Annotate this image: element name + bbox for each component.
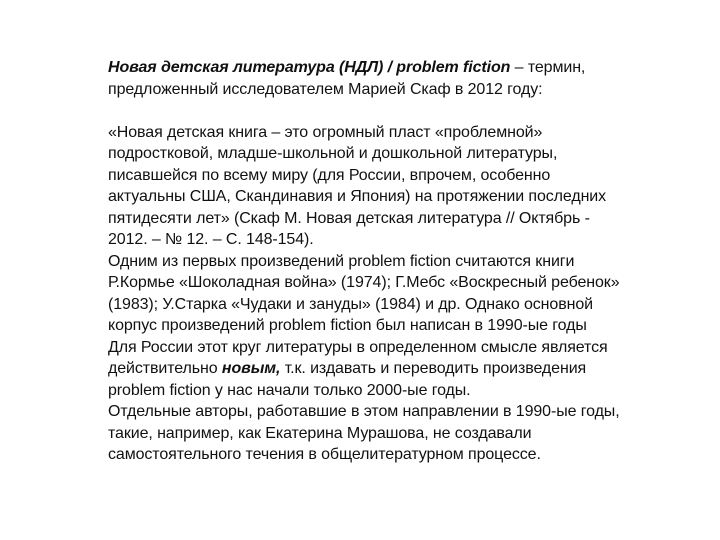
- term-definition: Новая детская литература (НДЛ) / problem fiction: [108, 59, 511, 76]
- russia-line-1: Для России этот круг литературы в определенном смысле является: [108, 338, 608, 356]
- works-line: Одним из первых произведений problem fiction считаются книги: [108, 252, 575, 270]
- authors-line: самостоятельного течения в общелитературном процессе.: [108, 446, 541, 463]
- emphasis-new: новым,: [221, 360, 281, 377]
- works-line: Р.Кормье «Шоколадная война» (1974); Г.Мебс «Воскресный ребенок»: [108, 274, 620, 291]
- quote-line: пятидесяти лет» (Скаф М. Новая детская литература // Октябрь -: [108, 209, 590, 227]
- russia-line-2: [108, 358, 708, 380]
- quote-line: «Новая детская книга – это огромный пласт «проблемной»: [108, 123, 543, 141]
- intro-line-1: [108, 57, 708, 79]
- russia-line-2-pre: действительно: [108, 360, 222, 377]
- russia-line-3: problem fiction у нас начали только 2000-ые годы.: [108, 381, 471, 399]
- quote-line: 2012. – № 12. – С. 148-154).: [108, 231, 314, 248]
- quote-line: актуальны США, Скандинавия и Япония) на протяжении последних: [108, 188, 607, 205]
- intro-line-2: предложенный исследователем Марией Скаф в 2012 году:: [108, 80, 543, 98]
- works-line: корпус произведений problem fiction был написан в 1990-ые годы: [108, 317, 587, 334]
- russia-line-2-post: т.к. издавать и переводить произведения: [280, 360, 587, 377]
- authors-line: такие, например, как Екатерина Мурашова, не создавали: [108, 424, 532, 442]
- slide-body: [108, 57, 708, 466]
- paragraph-gap: [108, 100, 708, 122]
- quote-line: писавшейся по всему миру (для России, впрочем, особенно: [108, 166, 551, 184]
- intro-line-1-rest: – термин,: [510, 59, 586, 76]
- authors-line: Отдельные авторы, работавшие в этом направлении в 1990-ые годы,: [108, 403, 620, 420]
- works-line: (1983); У.Старка «Чудаки и зануды» (1984) и др. Однако основной: [108, 295, 593, 313]
- quote-line: подростковой, младше-школьной и дошкольной литературы,: [108, 145, 558, 162]
